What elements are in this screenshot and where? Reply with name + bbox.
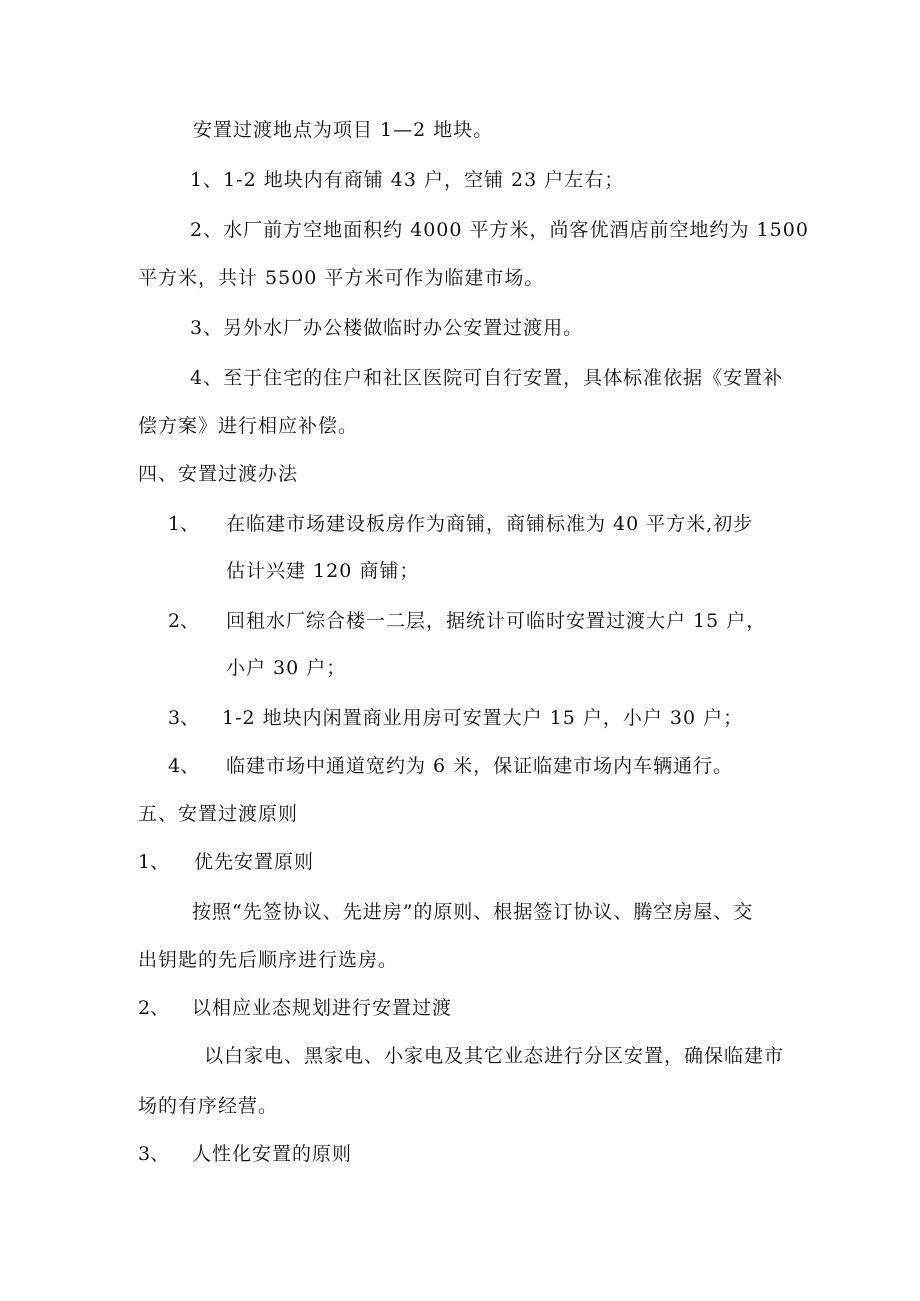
paragraph-4-line-2: 偿方案》进行相应补偿。 bbox=[138, 415, 359, 437]
principle-body-line-2: 场的有序经营。 bbox=[138, 1095, 279, 1117]
section-5-heading: 五、安置过渡原则 bbox=[138, 803, 299, 825]
principle-number: 1、 bbox=[138, 851, 170, 873]
paragraph-2-line-2: 平方米，共计 5500 平方米可作为临建市场。 bbox=[138, 267, 545, 289]
list-item-text: 1-2 地块内闲置商业用房可安置大户 15 户，小户 30 户； bbox=[222, 707, 744, 729]
principle-title: 以相应业态规划进行安置过渡 bbox=[192, 997, 453, 1019]
list-item-text: 临建市场中通道宽约为 6 米，保证临建市场内车辆通行。 bbox=[226, 755, 734, 777]
principle-title: 优先安置原则 bbox=[194, 851, 315, 873]
principle-number: 3、 bbox=[138, 1143, 170, 1165]
list-item-number: 4、 bbox=[168, 755, 200, 777]
paragraph-4-line-1: 4、至于住宅的住户和社区医院可自行安置，具体标准依据《安置补 bbox=[190, 367, 784, 389]
principle-title: 人性化安置的原则 bbox=[192, 1143, 353, 1165]
list-item-number: 2、 bbox=[168, 610, 200, 632]
list-item-number: 1、 bbox=[168, 513, 200, 535]
list-item-text: 回租水厂综合楼一二层，据统计可临时安置过渡大户 15 户， bbox=[226, 610, 767, 632]
principle-body-line-2: 出钥匙的先后顺序进行选房。 bbox=[138, 949, 399, 971]
intro-text: 安置过渡地点为项目 1—2 地块。 bbox=[193, 119, 494, 141]
principle-body-line-1: 以白家电、黑家电、小家电及其它业态进行分区安置，确保临建市 bbox=[204, 1045, 785, 1067]
paragraph-1: 1、1-2 地块内有商铺 43 户，空铺 23 户左右； bbox=[190, 169, 625, 191]
paragraph-3: 3、另外水厂办公楼做临时办公安置过渡用。 bbox=[190, 317, 584, 339]
list-item-text: 在临建市场建设板房作为商铺，商铺标准为 40 平方米,初步 bbox=[226, 513, 754, 535]
principle-body-line-1: 按照“先签协议、先进房”的原则、根据签订协议、腾空房屋、交 bbox=[192, 901, 754, 923]
list-item-text-continued: 估计兴建 120 商铺； bbox=[226, 560, 420, 582]
list-item-text-continued: 小户 30 户； bbox=[226, 657, 347, 679]
list-item-number: 3、 bbox=[168, 707, 200, 729]
section-4-heading: 四、安置过渡办法 bbox=[138, 463, 299, 485]
paragraph-2-line-1: 2、水厂前方空地面积约 4000 平方米，尚客优酒店前空地约为 1500 bbox=[190, 219, 809, 241]
principle-number: 2、 bbox=[138, 997, 170, 1019]
